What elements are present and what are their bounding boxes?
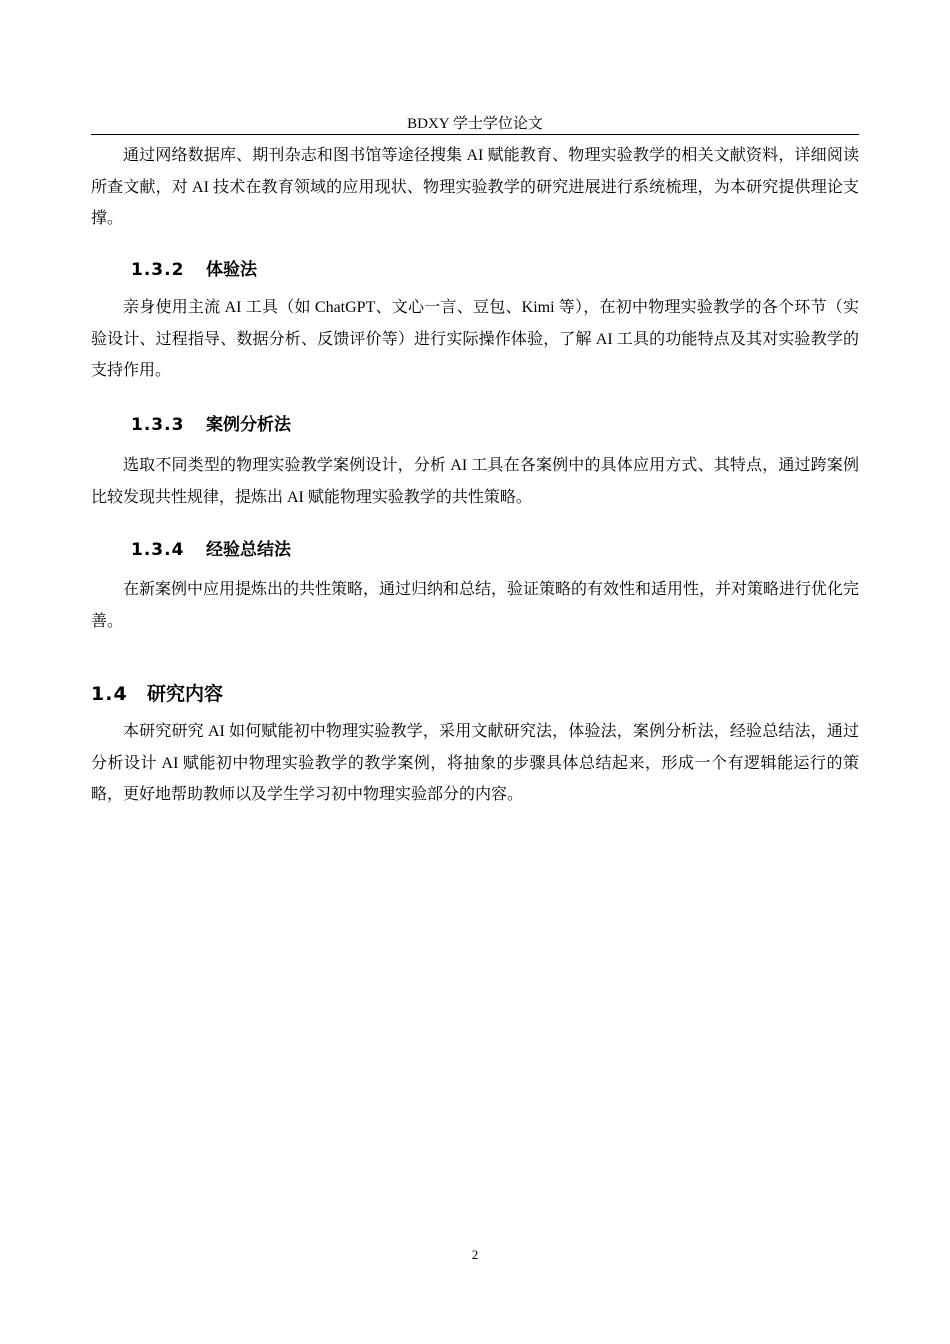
section-title: 体验法 (206, 260, 257, 280)
page-number: 2 (471, 1247, 479, 1262)
section-title: 经验总结法 (206, 540, 291, 560)
section-1-3-2-paragraph: 亲身使用主流 AI 工具（如 ChatGPT、文心一言、豆包、Kimi 等），在初中物理实验教学的各个环节（实验设计、过程指导、数据分析、反馈评价等）进行实际操作体验，了解 AI 工具的功能特点及其对实验教学的支持作用。 (91, 299, 859, 379)
section-1-4-paragraph: 本研究研究 AI 如何赋能初中物理实验教学，采用文献研究法，体验法，案例分析法，经验总结法，通过分析设计 AI 赋能初中物理实验教学的教学案例，将抽象的步骤具体总结起来，形成一个有逻辑能运行的策略，更好地帮助教师以及学生学习初中物理实验部分的内容。 (91, 723, 859, 803)
section-title: 案例分析法 (206, 415, 291, 435)
section-number: 1.3.4 (131, 540, 185, 560)
section-heading-1-3-3 (131, 413, 291, 437)
running-header: BDXY 学士学位论文 (407, 116, 543, 132)
section-heading-1-4 (91, 681, 223, 707)
section-1-3-3-paragraph: 选取不同类型的物理实验教学案例设计，分析 AI 工具在各案例中的具体应用方式、其特点，通过跨案例比较发现共性规律，提炼出 AI 赋能物理实验教学的共性策略。 (91, 457, 859, 506)
section-heading-1-3-2 (131, 258, 257, 282)
section-number: 1.3.2 (131, 260, 185, 280)
intro-paragraph: 通过网络数据库、期刊杂志和图书馆等途径搜集 AI 赋能教育、物理实验教学的相关文献资料，详细阅读所查文献，对 AI 技术在教育领域的应用现状、物理实验教学的研究进展进行系统梳理，为本研究提供理论支撑。 (91, 147, 859, 227)
section-number: 1.3.3 (131, 415, 185, 435)
section-number: 1.4 (91, 683, 128, 705)
section-title: 研究内容 (147, 683, 224, 705)
header-rule (91, 134, 859, 135)
section-heading-1-3-4 (131, 538, 291, 562)
section-1-3-4-paragraph: 在新案例中应用提炼出的共性策略，通过归纳和总结，验证策略的有效性和适用性，并对策略进行优化完善。 (91, 581, 860, 630)
